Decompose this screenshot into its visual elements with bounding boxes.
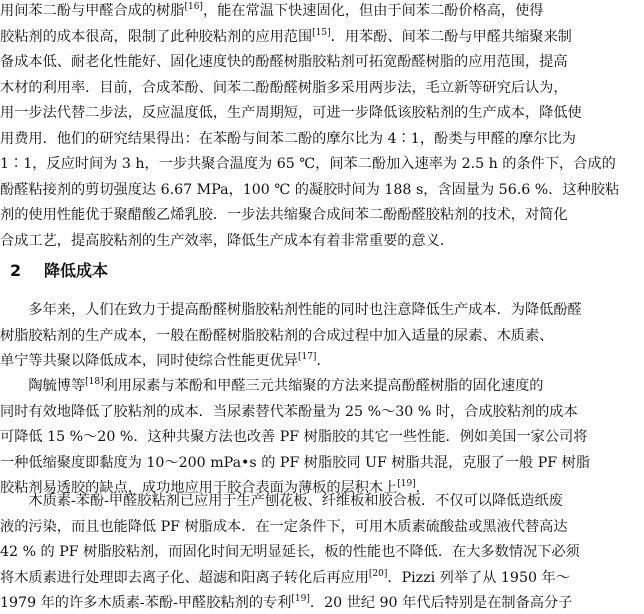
text-line: 单宁等共聚以降低成本，同时使综合性能更优异[17]． <box>0 352 331 369</box>
citation-ref: [15] <box>312 27 331 38</box>
text-line: 木质素-苯酚-甲醛胶粘剂已应用于生产刨花板、纤维板和胶合板．不仅可以降低造纸废 <box>0 493 563 509</box>
text-line: 胶粘剂易透胶的缺点，成功地应用于胶合表面为薄板的层积木上[19]． <box>0 479 430 496</box>
text-line: 剂的使用性能优于聚醋酸乙烯乳胶．一步法共缩聚合成间苯二酚酚醛胶粘剂的技术，对简化 <box>0 207 568 223</box>
text-line: 将木质素进行处理即去离子化、超滤和阳离子转化后再应用[20]．Pizzi 列举了从 1950 年～ <box>0 568 570 586</box>
citation-ref: [19] <box>291 594 310 604</box>
section-number: 2 <box>10 261 22 280</box>
citation-ref: [18] <box>85 377 104 387</box>
text-line: 陶毓博等[18]利用尿素与苯酚和甲醛三元共缩聚的方法来提高酚醛树脂的固化速度的 <box>0 377 544 394</box>
text-line: 多年来，人们在致力于提高酚醛树脂胶粘剂性能的同时也注意降低生产成本．为降低酚醛 <box>0 302 582 318</box>
section-heading <box>10 258 108 281</box>
text-line: 用一步法代替二步法，反应温度低，生产周期短，可进一步降低该胶粘剂的生产成本，降低使 <box>0 105 582 121</box>
section-title: 降低成本 <box>44 261 109 280</box>
citation-ref: [19] <box>397 479 416 489</box>
text-line: 树脂胶粘剂的生产成本，一般在酚醛树脂胶粘剂的合成过程中加入适量的尿素、木质素、 <box>0 327 554 344</box>
text-line: 同时有效地降低了胶粘剂的成本．当尿素替代苯酚量为 25 %～30 % 时，合成胶粘剂的成本 <box>0 403 578 420</box>
paragraph-2 <box>0 298 644 375</box>
paragraph-3 <box>0 374 644 502</box>
text-line: 木材的利用率．目前，合成苯酚、间苯二酚酚醛树脂多采用两步法，毛立新等研究后认为， <box>0 79 568 96</box>
text-line: 液的污染，而且也能降低 PF 树脂成本．在一定条件下，可用木质素硫酸盐或黑液代替高达 <box>0 518 568 535</box>
text-line: 用间苯二酚与甲醛合成的树脂[16]，能在常温下快速固化，但由于间苯二酚价格高，使得 <box>0 2 544 19</box>
citation-ref: [17] <box>297 352 317 362</box>
text-line: 42 % 的 PF 树脂胶粘剂，而固化时间无明显延长，板的性能也不降低．在大多数情况下必须 <box>0 544 580 560</box>
text-line: 胶粘剂的成本很高，限制了此种胶粘剂的应用范围[15]．用苯酚、间苯二酚与甲醛共缩聚来制 <box>0 27 572 45</box>
text-line: 合成工艺，提高胶粘剂的生产效率，降低生产成本有着非常重要的意义． <box>0 232 455 249</box>
text-line: 1979 年的许多木质素-苯酚-甲醛胶粘剂的专利[19]．20 世纪 90 年代后特别是在制备高分子 <box>0 594 573 611</box>
text-line: 1∶1，反应时间为 3 h，一步共聚合温度为 65 ℃，间苯二酚加入速率为 2.5 h 的条件下，合成的 <box>0 156 616 172</box>
paragraph-4 <box>0 489 644 614</box>
text-line: 酚醛粘接剂的剪切强度达 6.67 MPa，100 ℃ 的凝胶时间为 188 s，含固量为 56.6 %．这种胶粘 <box>0 181 620 198</box>
text-line: 一种低缩聚度即黏度为 10～200 mPa•s 的 PF 树脂胶同 UF 树脂共混，克服了一般 PF 树脂 <box>0 454 591 471</box>
text-line: 可降低 15 %～20 %．这种共聚方法也改善 PF 树脂胶的其它一些性能．例如美国一家公司将 <box>0 429 588 445</box>
citation-ref: [16] <box>184 2 203 12</box>
citation-ref: [20] <box>368 568 388 579</box>
paragraph-1 <box>0 0 644 254</box>
text-line: 备成本低、耐老化性能好、固化速度快的酚醛树脂胶粘剂可拓宽酚醛树脂的应用范围，提高 <box>0 54 568 70</box>
text-line: 用费用．他们的研究结果得出：在苯酚与间苯二酚的摩尔比为 4∶1，酚类与甲醛的摩尔比为 <box>0 130 576 147</box>
